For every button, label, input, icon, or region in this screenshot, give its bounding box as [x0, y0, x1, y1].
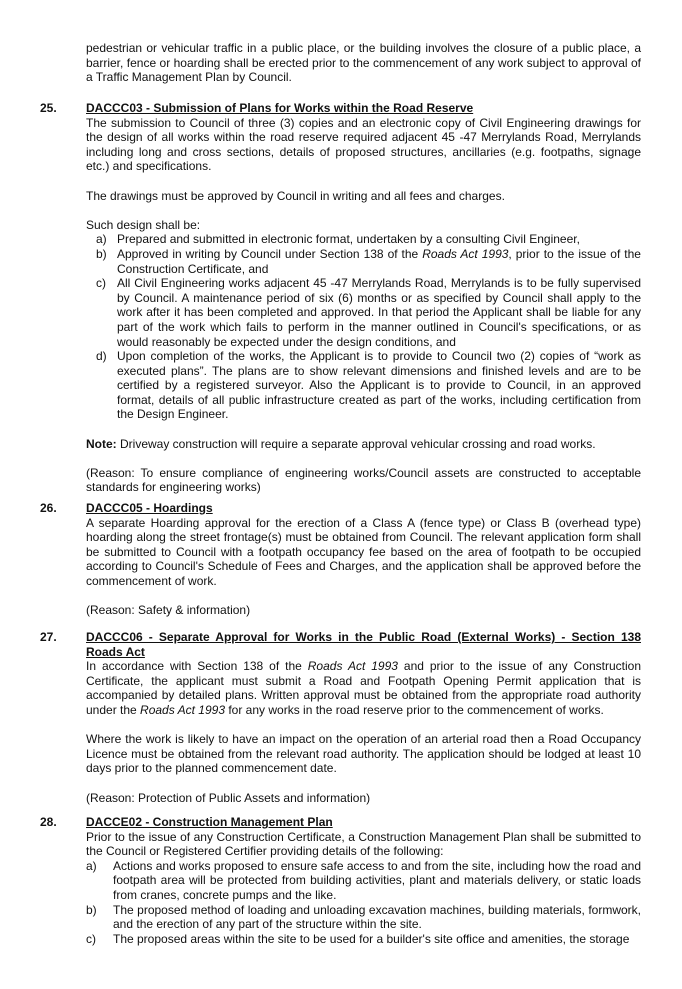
paragraph: Such design shall be:: [86, 217, 201, 232]
act-name: Roads Act 1993: [140, 702, 225, 717]
section-25: [40, 101, 641, 495]
section-title: DACCC06 - Separate Approval for Works in the Public Road (External Works) - Section 138 Roads Act: [86, 630, 641, 659]
note-paragraph: [86, 437, 641, 452]
list-text: Approved in writing by Council under Section 138 of the: [117, 246, 423, 261]
list-text: Actions and works proposed to ensure safe access to and from the site, including how the road and footpath area will be protected from building activities, plant and materials delivery, or static loads from cranes, concrete pumps and the like.: [113, 858, 641, 902]
paragraph: [86, 659, 641, 717]
paragraph-text: and prior to the issue of any Construction Certificate, the applicant must submit a Road and Footpath Opening Permit application that is accompanied by detailed plans. Written approval must be obtained from the appropriate road authority under the: [86, 659, 641, 717]
section-27: [40, 630, 641, 805]
section-number: 25.: [40, 101, 57, 115]
list-label: d): [96, 349, 107, 364]
list-item: [86, 247, 641, 276]
list-label: a): [96, 232, 107, 247]
list-item: [86, 932, 641, 947]
list-item: [86, 903, 641, 932]
list-label: b): [86, 902, 97, 917]
section-title: DACCC03 - Submission of Plans for Works within the Road Reserve: [86, 101, 474, 115]
section-28: [40, 815, 641, 946]
list-label: c): [96, 276, 106, 291]
section-title: DACCE02 - Construction Management Plan: [86, 815, 333, 829]
design-list: [86, 232, 641, 422]
list-label: b): [96, 246, 107, 261]
paragraph-text: for any works in the road reserve prior to the commencement of works.: [225, 702, 604, 717]
intro-paragraph: pedestrian or vehicular traffic in a public place, or the building involves the closure of a public place, a barrier, fence or hoarding shall be erected prior to the commencement of any work subject to approval of a Traffic Management Plan by Council.: [86, 41, 641, 85]
reason-paragraph: (Reason: Safety & information): [86, 603, 251, 618]
section-number: 26.: [40, 501, 57, 515]
list-text: , prior to the issue of the Construction Certificate, and: [117, 246, 641, 276]
paragraph: Prior to the issue of any Construction Certificate, a Construction Management Plan shall be submitted to the Council or Registered Certifier providing details of the following:: [86, 829, 641, 859]
section-number: 27.: [40, 630, 57, 644]
reason-paragraph: (Reason: Protection of Public Assets and information): [86, 790, 371, 805]
act-name: Roads Act 1993: [307, 659, 398, 674]
paragraph: The submission to Council of three (3) copies and an electronic copy of Civil Engineering drawings for the design of all works within the road reserve required adjacent 45 -47 Merrylands Road, Merrylands including long and cross sections, details of proposed structures, ancillaries (e.g. footpaths, signage etc.) and specifications.: [86, 115, 641, 174]
section-number: 28.: [40, 815, 57, 829]
note-text: Driveway construction will require a separate approval vehicular crossing and road works.: [116, 436, 596, 451]
list-item: [86, 859, 641, 903]
paragraph: Where the work is likely to have an impact on the operation of an arterial road then a Road Occupancy Licence must be obtained from the relevant road authority. The application should be lodged at least 10 days prior to the planned commencement date.: [86, 732, 641, 776]
list-label: a): [86, 858, 97, 873]
list-text: All Civil Engineering works adjacent 45 -47 Merrylands Road, Merrylands is to be fully supervised by Council. A maintenance period of six (6) months or as specified by Council shall apply to the work after it has been completed and approved. In that period the Applicant shall be liable for any part of the work which fails to perform in the manner outlined in Council's specifications, or as would reasonably be expected under the design conditions, and: [117, 276, 641, 349]
list-item: [86, 349, 641, 422]
paragraph: The drawings must be approved by Council in writing and all fees and charges.: [86, 188, 505, 203]
list-label: c): [86, 931, 96, 946]
list-text: Upon completion of the works, the Applicant is to provide to Council two (2) copies of “work as executed plans”. The plans are to show relevant dimensions and finished levels and are to be certified by a registered surveyor. Also the Applicant is to provide to Council, in an approved format, details of all public infrastructure created as part of the works, including certification from the Design Engineer.: [117, 349, 641, 422]
act-name: Roads Act 1993: [422, 246, 509, 261]
list-text: The proposed method of loading and unloading excavation machines, building materials, formwork, and the erection of any part of the structure within the site.: [113, 902, 641, 932]
paragraph-text: In accordance with Section 138 of the: [86, 659, 308, 674]
section-title: DACCC05 - Hoardings: [86, 501, 213, 515]
list-item: [86, 232, 641, 247]
list-text: Prepared and submitted in electronic format, undertaken by a consulting Civil Engineer,: [117, 232, 580, 247]
paragraph: A separate Hoarding approval for the erection of a Class A (fence type) or Class B (overhead type) hoarding along the street frontage(s) must be obtained from Council. The relevant application form shall be submitted to Council with a footpath occupancy fee based on the area of footpath to be occupied according to Council's Schedule of Fees and Charges, and the application shall be approved before the commencement of work.: [86, 515, 641, 588]
note-label: Note:: [86, 436, 117, 451]
list-item: [86, 276, 641, 349]
cmp-list: [86, 859, 641, 947]
section-26: [40, 501, 641, 618]
reason-paragraph: (Reason: To ensure compliance of engineering works/Council assets are constructed to acceptable standards for engineering works): [86, 465, 641, 495]
list-text: The proposed areas within the site to be used for a builder's site office and amenities, the storage: [113, 931, 630, 946]
